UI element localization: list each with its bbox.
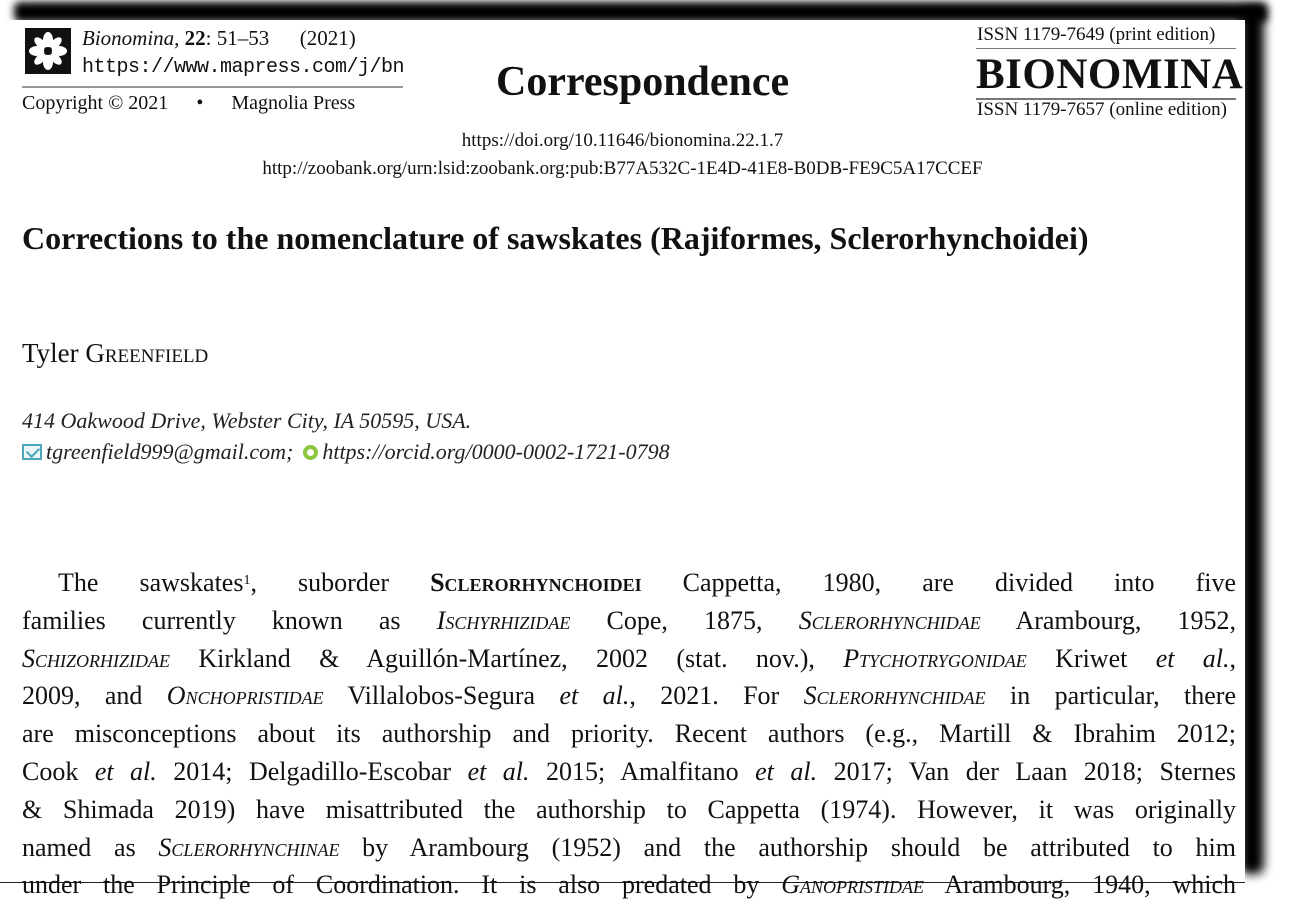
body-line: under the Principle of Coordination. It is also predated by Ganopristidae Arambourg, 1940, which	[22, 870, 1236, 900]
journal-citation	[82, 26, 356, 51]
taxon-name: Sclerorhynchidae	[803, 681, 986, 711]
header-divider	[22, 86, 403, 88]
flower-icon	[28, 31, 68, 71]
body-line: Cook et al. 2014; Delgadillo-Escobar et al. 2015; Amalfitano et al. 2017; Van der Laan 2018; Sternes	[22, 756, 1237, 786]
taxon-name: Schizorhizidae	[22, 643, 170, 673]
body-line: Schizorhizidae Kirkland & Aguillón-Martínez, 2002 (stat. nov.), Ptychotrygonidae Kriwet et al.,	[22, 643, 1237, 673]
taxon-name: Onchopristidae	[166, 681, 324, 711]
email-icon	[22, 444, 42, 460]
footnote-marker[interactable]: 1	[243, 573, 251, 588]
doi-link[interactable]: https://doi.org/10.11646/bionomina.22.1.7	[461, 130, 784, 151]
body-line: are misconceptions about its authorship and priority. Recent authors (e.g., Martill & Ibrahim 2012;	[22, 719, 1236, 749]
journal-year: (2021)	[299, 26, 356, 50]
taxon-name: Sclerorhynchoidei	[430, 568, 642, 597]
taxon-name: Ptychotrygonidae	[843, 643, 1027, 673]
journal-pages: : 51–53	[205, 26, 270, 50]
journal-masthead: BIONOMINA	[976, 51, 1244, 98]
author-contact	[22, 439, 670, 465]
journal-name: Bionomina,	[82, 26, 180, 50]
body-line: The sawskates$^1$, suborder Sclerorhynchoidei Cappetta, 1980, are divided into five	[58, 568, 1236, 597]
body-line: named as Sclerorhynchinae by Arambourg (1952) and the authorship should be attributed to him	[22, 832, 1236, 862]
article-body	[22, 564, 1236, 904]
masthead-rule-top	[976, 48, 1236, 49]
taxon-name: Sclerorhynchidae	[798, 605, 981, 635]
author-address: 414 Oakwood Drive, Webster City, IA 50595, USA.	[22, 408, 472, 433]
body-line: & Shimada 2019) have misattributed the authorship to Cappetta (1974). However, it was originally	[22, 794, 1236, 824]
author-name	[22, 338, 208, 369]
taxon-name: Sclerorhynchinae	[158, 832, 340, 862]
author-orcid[interactable]: https://orcid.org/0000-0002-1721-0798	[322, 439, 670, 464]
body-line: families currently known as Ischyrhizidae Cope, 1875, Sclerorhynchidae Arambourg, 1952,	[22, 605, 1236, 635]
issn-print: ISSN 1179-7649 (print edition)	[977, 24, 1216, 45]
publisher-name: Magnolia Press	[231, 92, 356, 114]
issn-online: ISSN 1179-7657 (online edition)	[977, 99, 1227, 120]
article-title: Corrections to the nomenclature of sawskates (Rajiformes, Sclerorhynchoidei)	[22, 220, 1089, 256]
zoobank-link[interactable]: http://zoobank.org/urn:lsid:zoobank.org:pub:B77A532C-1E4D-41E8-B0DB-FE9C5A17CCEF	[262, 158, 983, 179]
copyright-line	[22, 92, 355, 115]
article-page	[0, 20, 1245, 900]
copyright-text: Copyright © 2021	[22, 92, 169, 114]
author-email[interactable]: tgreenfield999@gmail.com;	[46, 439, 294, 464]
journal-url-link[interactable]: https://www.mapress.com/j/bn	[82, 56, 405, 79]
taxon-name: Ganopristidae	[781, 870, 924, 900]
page-shadow-top	[14, 2, 1268, 22]
orcid-icon	[303, 445, 318, 460]
journal-volume: 22	[184, 26, 206, 50]
separator-dot: •	[196, 92, 204, 114]
taxon-name: Ischyrhizidae	[436, 605, 571, 635]
author-first-name: Tyler	[22, 338, 86, 368]
magnolia-press-logo	[25, 28, 71, 74]
author-last-name: Greenfield	[85, 338, 209, 368]
body-line: 2009, and Onchopristidae Villalobos-Segura et al., 2021. For Sclerorhynchidae in particular, there	[22, 681, 1236, 711]
section-heading: Correspondence	[496, 59, 790, 105]
